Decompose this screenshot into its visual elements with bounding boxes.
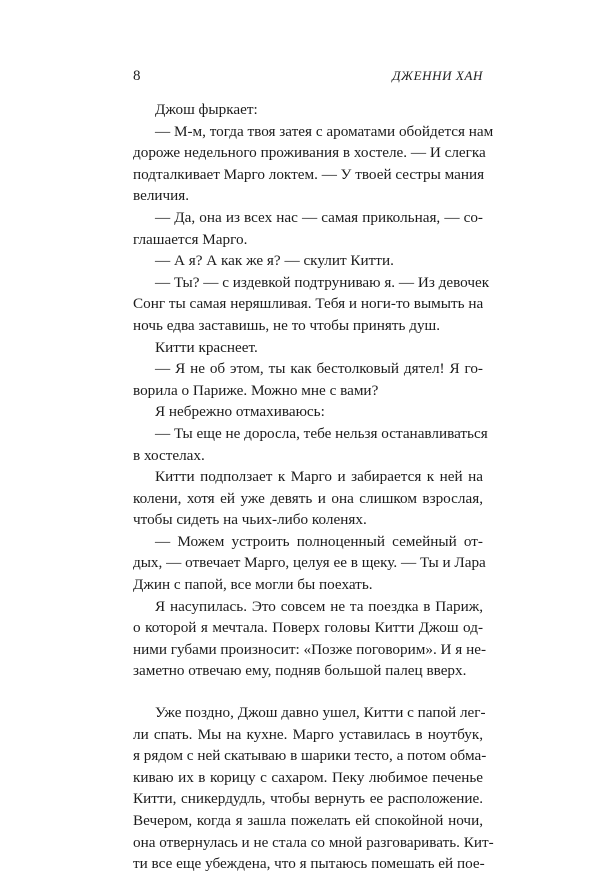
- text-line: подталкивает Марго локтем. — У твоей сестры мания: [133, 165, 485, 183]
- text-line: — Я не об этом, ты как бестолковый дятел! Я го-: [155, 360, 483, 378]
- text-line: я рядом с ней скатываю в шарики тесто, а потом обма-: [133, 747, 487, 765]
- text-line: ночь едва заставишь, не то чтобы принять душ.: [133, 316, 441, 334]
- text-line: ли спать. Мы на кухне. Марго уставилась в ноутбук,: [133, 725, 483, 743]
- text-line: Я насупилась. Это совсем не та поездка в Париж,: [155, 597, 483, 615]
- page-header: [133, 68, 483, 88]
- text-line: — М-м, тогда твоя затея с ароматами обойдется нам: [155, 122, 494, 140]
- text-line: дороже недельного проживания в хостеле. — И слегка: [133, 144, 486, 162]
- body-text: [133, 99, 494, 875]
- text-line: — Да, она из всех нас — самая прикольная, — со-: [155, 208, 483, 226]
- running-head-author: ДЖЕННИ ХАН: [392, 68, 483, 83]
- text-line: ними губами произносит: «Позже поговорим». И я не-: [133, 640, 487, 658]
- text-line: ворила о Париже. Можно мне с вами?: [133, 381, 379, 399]
- text-line: Джин с папой, все могли бы поехать.: [133, 576, 373, 594]
- text-line: она отвернулась и не стала со мной разговаривать. Кит-: [133, 833, 494, 851]
- text-line: колени, хотя ей уже девять и она слишком взрослая,: [133, 489, 483, 507]
- text-line: Я небрежно отмахиваюсь:: [155, 403, 325, 421]
- text-line: о которой я мечтала. Поверх головы Китти Джош од-: [133, 619, 483, 637]
- text-line: Вечером, когда я зашла пожелать ей спокойной ночи,: [133, 812, 483, 829]
- text-line: дых, — отвечает Марго, целуя ее в щеку. — Ты и Лара: [133, 554, 486, 572]
- text-line: Китти краснеет.: [155, 338, 258, 356]
- text-line: Китти, сникердудль, чтобы вернуть ее расположение.: [133, 790, 483, 808]
- text-line: в хостелах.: [133, 446, 205, 464]
- text-line: — Ты? — с издевкой подтруниваю я. — Из девочек: [155, 273, 490, 291]
- text-line: — Можем устроить полноценный семейный от-: [155, 532, 483, 550]
- text-line: Уже поздно, Джош давно ушел, Китти с папой лег-: [155, 704, 486, 722]
- section-break: [133, 682, 483, 702]
- text-line: Джош фыркает:: [155, 101, 258, 118]
- text-line: величия.: [133, 187, 190, 205]
- text-line: — Ты еще не доросла, тебе нельзя останавливаться: [155, 424, 488, 442]
- text-line: глашается Марго.: [133, 230, 248, 248]
- text-line: заметно отвечаю ему, подняв большой палец вверх.: [133, 662, 467, 680]
- text-line: ти все еще убеждена, что я пытаюсь помешать ей пое-: [133, 855, 485, 873]
- text-line: чтобы сидеть на чьих-либо коленях.: [133, 511, 367, 529]
- text-line: киваю их в корицу с сахаром. Пеку любимое печенье: [133, 768, 483, 786]
- text-line: Сонг ты самая неряшливая. Тебя и ноги-то вымыть на: [133, 295, 484, 313]
- text-line: Китти подползает к Марго и забирается к ней на: [155, 468, 483, 486]
- page-number: 8: [133, 68, 141, 84]
- text-line: — А я? А как же я? — скулит Китти.: [155, 252, 394, 270]
